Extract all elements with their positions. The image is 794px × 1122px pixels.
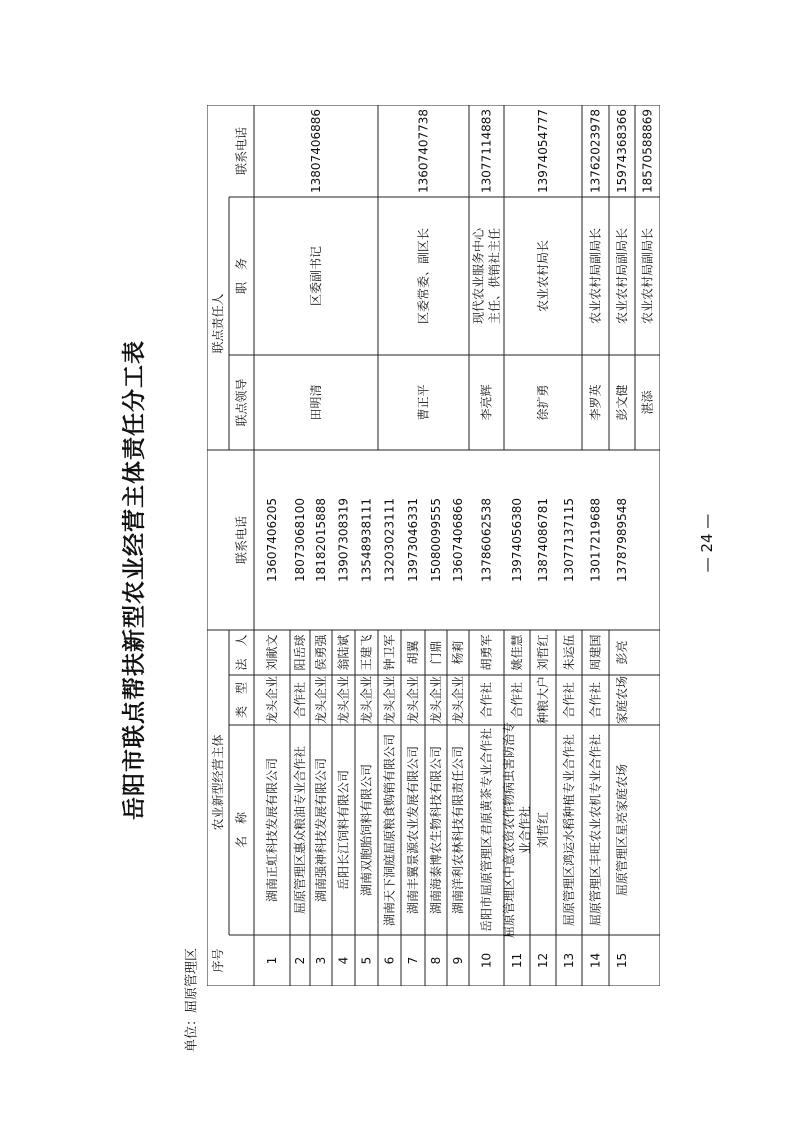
leader-name: 湛添 bbox=[640, 390, 655, 415]
row-seq: 11 bbox=[510, 952, 524, 969]
row-phone: 13874086781 bbox=[536, 498, 550, 582]
header-phone: 联系电话 bbox=[234, 515, 249, 565]
row-type: 家庭农场 bbox=[615, 675, 629, 725]
row-legal: 朱运伍 bbox=[562, 634, 576, 671]
leader-position: 农业农村局副局长 bbox=[640, 227, 655, 325]
row-seq: 14 bbox=[588, 952, 603, 969]
row-phone: 18182015888 bbox=[314, 498, 328, 582]
row-seq: 3 bbox=[314, 956, 328, 965]
row-seq: 2 bbox=[293, 956, 307, 965]
row-legal: 杨莉 bbox=[451, 640, 465, 665]
row-phone: 13974056380 bbox=[510, 498, 524, 582]
leader-phone: 13762023978 bbox=[588, 109, 603, 193]
row-name: 屈原管理区星亮家庭农场 bbox=[615, 763, 629, 897]
leader-position: 主任、供销社主任 bbox=[487, 227, 502, 325]
leader-position: 农业农村局副局长 bbox=[615, 227, 629, 325]
row-type: 龙头企业 bbox=[382, 675, 397, 725]
row-seq: 1 bbox=[265, 956, 279, 965]
leader-phone: 15974368366 bbox=[615, 109, 629, 193]
leader-name: 徐扩勇 bbox=[536, 384, 550, 421]
row-seq: 15 bbox=[615, 952, 629, 969]
row-name: 湖南洋利农林科技有限责任公司 bbox=[451, 745, 465, 915]
row-name: 屈原管理区中意农资农作物病虫害防治专 bbox=[502, 721, 516, 939]
row-type: 合作社 bbox=[479, 681, 494, 719]
row-seq: 9 bbox=[451, 956, 465, 965]
row-phone: 18073068100 bbox=[293, 498, 307, 582]
header-resp-phone: 联系电话 bbox=[234, 126, 249, 176]
row-name: 业合作社 bbox=[518, 805, 532, 855]
row-type: 龙头企业 bbox=[429, 675, 443, 725]
row-name: 屈原管理区鸿运水稻种植专业合作社 bbox=[562, 733, 576, 927]
row-legal: 姚佳慧 bbox=[510, 634, 524, 671]
header-type: 类 型 bbox=[234, 681, 249, 719]
row-name: 岳阳市屈原管理区君原黄茶专业合作社 bbox=[479, 727, 494, 933]
leader-name: 李亮辉 bbox=[479, 384, 494, 421]
row-legal: 侯勇强 bbox=[314, 634, 328, 671]
leader-name: 曹正平 bbox=[416, 384, 431, 421]
row-type: 龙头企业 bbox=[406, 675, 420, 725]
leader-phone: 13974054777 bbox=[536, 109, 550, 193]
table-grid bbox=[207, 105, 660, 986]
row-name: 屈原管理区丰旺农业农机专业合作社 bbox=[588, 733, 603, 927]
row-phone: 13786062538 bbox=[479, 498, 494, 582]
row-phone: 13607406205 bbox=[265, 498, 279, 582]
row-seq: 7 bbox=[406, 956, 420, 965]
header-responsible-group: 联点责任人 bbox=[211, 293, 225, 354]
header-seq: 序号 bbox=[211, 948, 225, 973]
row-type: 龙头企业 bbox=[359, 675, 374, 725]
row-type: 龙头企业 bbox=[314, 675, 328, 725]
row-phone: 13077137115 bbox=[562, 498, 576, 582]
row-seq: 13 bbox=[562, 952, 576, 969]
row-seq: 4 bbox=[336, 956, 351, 965]
row-phone: 15080099555 bbox=[429, 498, 443, 582]
row-phone: 13548938111 bbox=[359, 498, 374, 582]
row-legal: 阳岳球 bbox=[293, 634, 307, 671]
leader-position: 农业农村局副局长 bbox=[588, 227, 603, 325]
row-name: 湖南天下洞庭屈原粮食购销有限公司 bbox=[382, 733, 397, 927]
leader-name: 李罗英 bbox=[588, 384, 603, 421]
row-type: 合作社 bbox=[562, 681, 576, 719]
row-type: 合作社 bbox=[293, 681, 307, 719]
row-phone: 13973046331 bbox=[406, 498, 420, 582]
row-type: 合作社 bbox=[588, 681, 603, 719]
row-name: 湖南双胞胎饲料有限公司 bbox=[359, 763, 374, 897]
header-legal: 法 人 bbox=[234, 634, 249, 671]
leader-phone: 13607407738 bbox=[416, 109, 431, 193]
leader-position: 农业农村局长 bbox=[536, 239, 550, 313]
header-position: 职 务 bbox=[234, 257, 249, 295]
leader-name: 彭文健 bbox=[615, 384, 629, 421]
row-legal: 彭亮 bbox=[615, 640, 629, 665]
row-phone: 13017219688 bbox=[588, 498, 603, 582]
row-phone: 13787989548 bbox=[615, 498, 629, 582]
leader-phone: 18570588869 bbox=[640, 109, 655, 193]
row-seq: 12 bbox=[536, 952, 550, 969]
header-name: 名 称 bbox=[234, 811, 249, 849]
leader-position: 现代农业服务中心 bbox=[471, 227, 486, 325]
row-type: 龙头企业 bbox=[451, 675, 465, 725]
row-name: 刘哲红 bbox=[536, 811, 550, 849]
row-name: 湖南强神科技发展有限公司 bbox=[314, 757, 328, 903]
row-legal: 王建飞 bbox=[359, 634, 374, 671]
row-legal: 周建国 bbox=[588, 634, 603, 671]
row-legal: 刘哲红 bbox=[536, 634, 550, 671]
row-type: 龙头企业 bbox=[265, 675, 279, 725]
row-seq: 8 bbox=[429, 956, 443, 965]
leader-position: 区委副书记 bbox=[309, 245, 323, 307]
row-name: 岳阳长江饲料有限公司 bbox=[336, 769, 351, 891]
row-seq: 5 bbox=[359, 956, 374, 965]
row-type: 合作社 bbox=[510, 681, 524, 719]
row-legal: 胡勇军 bbox=[479, 634, 494, 671]
row-seq: 6 bbox=[382, 956, 397, 965]
row-type: 龙头企业 bbox=[336, 675, 351, 725]
row-legal: 翁陆斌 bbox=[336, 634, 351, 671]
row-legal: 刘献文 bbox=[265, 634, 279, 671]
leader-name: 田明清 bbox=[309, 384, 323, 421]
responsibility-table bbox=[207, 105, 660, 986]
row-name: 湖南丰翼景源农业发展有限公司 bbox=[406, 745, 420, 915]
header-entity-group: 农业新型经营主体 bbox=[211, 734, 225, 831]
row-legal: 钟卫军 bbox=[382, 634, 397, 671]
row-legal: 门鼎 bbox=[429, 640, 443, 665]
row-name: 屈原管理区惠众粮油专业合作社 bbox=[293, 745, 307, 915]
row-type: 种粮大户 bbox=[536, 675, 550, 725]
leader-phone: 13077114883 bbox=[479, 109, 494, 193]
leader-position: 区委常委、副区长 bbox=[416, 227, 431, 325]
row-name: 湖南正虹科技发展有限公司 bbox=[265, 757, 279, 903]
header-leader: 联点领导 bbox=[234, 378, 249, 427]
row-phone: 13907308319 bbox=[336, 498, 351, 582]
row-name: 湖南海泰博农生物科技有限公司 bbox=[429, 745, 443, 915]
row-phone: 13607406866 bbox=[451, 498, 465, 582]
row-seq: 10 bbox=[479, 952, 494, 969]
row-legal: 胡翼 bbox=[406, 640, 420, 665]
leader-phone: 13807406886 bbox=[309, 109, 323, 193]
row-phone: 13203023111 bbox=[382, 498, 397, 582]
